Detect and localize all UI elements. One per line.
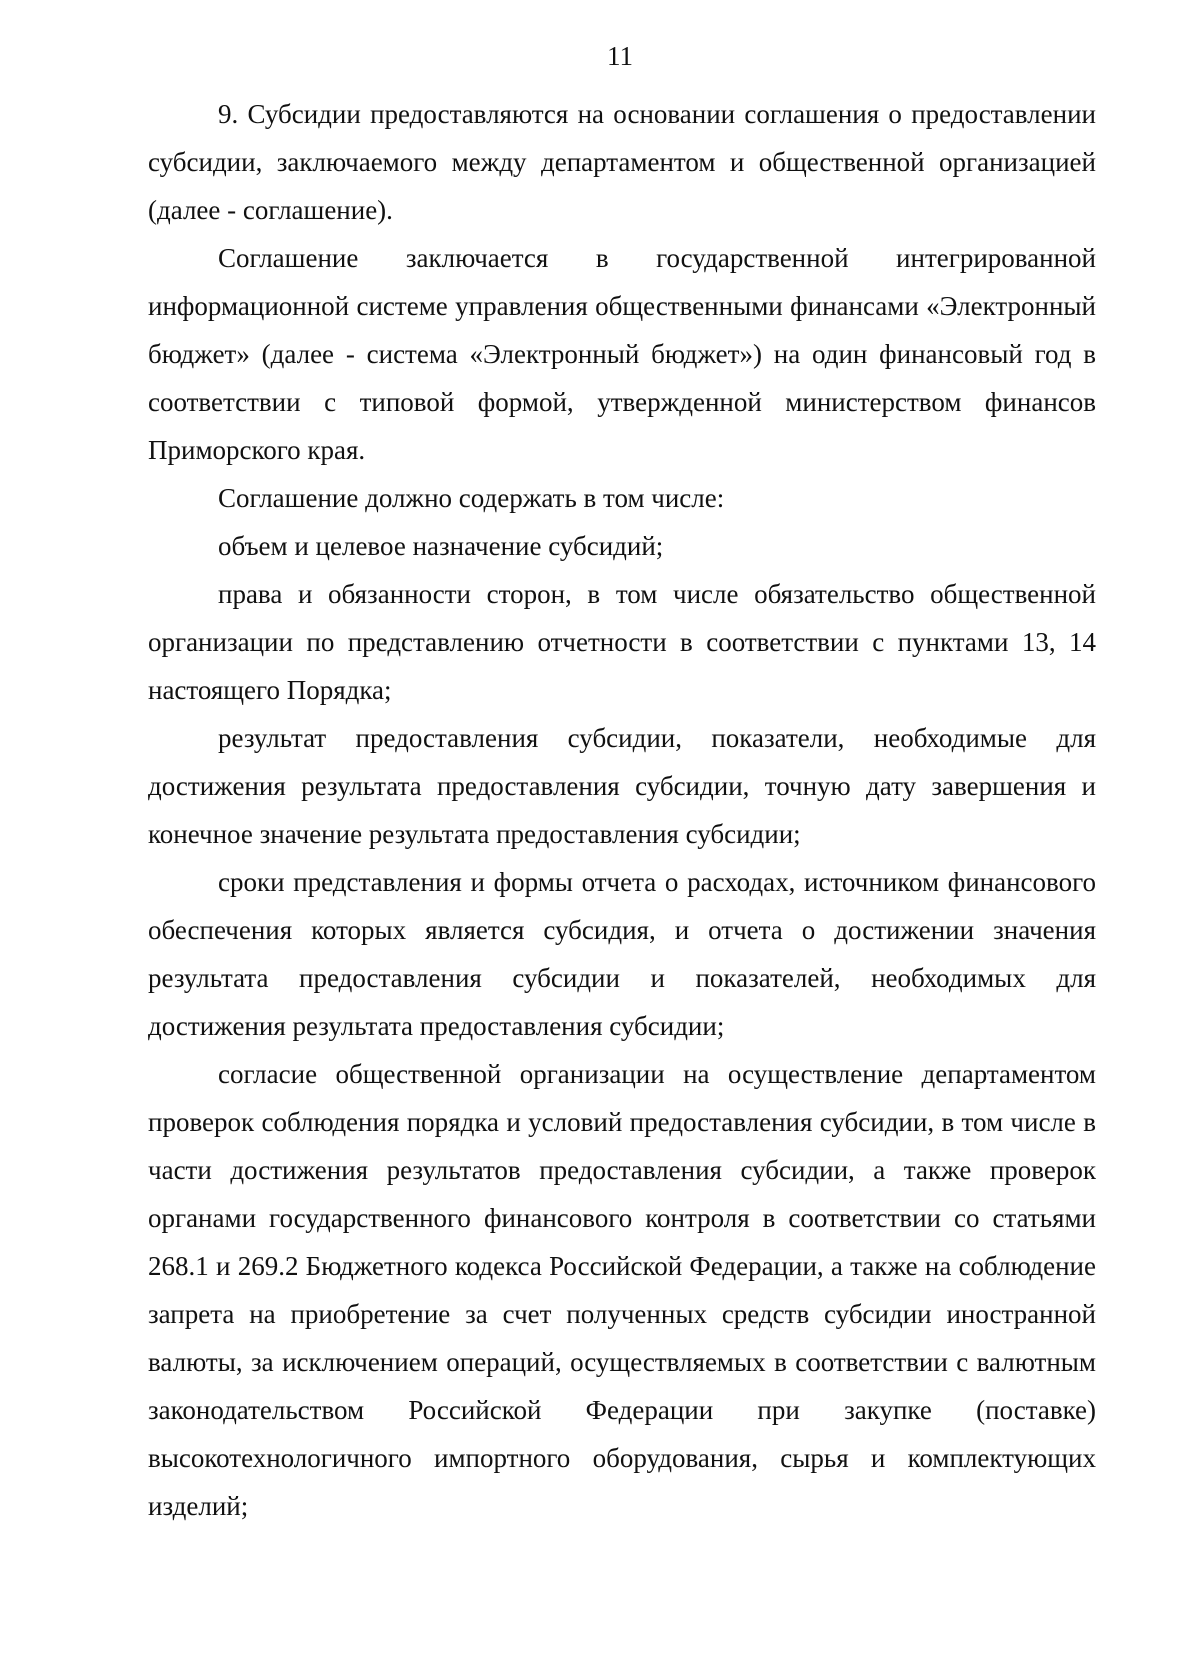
- paragraph-reporting-terms: сроки представления и формы отчета о расходах, источником финансового обеспечения которых является субсидия, и отчета о достижении значения результата предоставления субсидии и показателей, необходимых для достижения результата предоставления субсидии;: [148, 867, 1096, 1041]
- page-number: 11: [607, 41, 633, 71]
- paragraph-9-subsidies: 9. Субсидии предоставляются на основании соглашения о предоставлении субсидии, заключаемого между департаментом и общественной организацией (далее - соглашение).: [148, 99, 1096, 225]
- paragraph-consent-inspections: согласие общественной организации на осуществление департаментом проверок соблюдения порядка и условий предоставления субсидии, в том числе в части достижения результатов предоставления субсидии, а также проверок органами государственного финансового контроля в соответствии со статьями 268.1 и 269.2 Бюджетного кодекса Российской Федерации, а также на соблюдение запрета на приобретение за счет полученных средств субсидии иностранной валюты, за исключением операций, осуществляемых в соответствии с валютным законодательством Российской Федерации при закупке (поставке) высокотехнологичного импортного оборудования, сырья и комплектующих изделий;: [148, 1059, 1096, 1521]
- document-body: [148, 90, 1096, 1530]
- paragraph-agreement-system: Соглашение заключается в государственной интегрированной информационной системе управления общественными финансами «Электронный бюджет» (далее - система «Электронный бюджет») на один финансовый год в соответствии с типовой формой, утвержденной министерством финансов Приморского края.: [148, 243, 1096, 465]
- paragraph-volume-purpose: объем и целевое назначение субсидий;: [218, 531, 664, 561]
- paragraph-agreement-contents: Соглашение должно содержать в том числе:: [218, 483, 725, 513]
- paragraph-rights-obligations: права и обязанности сторон, в том числе обязательство общественной организации по представлению отчетности в соответствии с пунктами 13, 14 настоящего Порядка;: [148, 579, 1096, 705]
- paragraph-result-indicators: результат предоставления субсидии, показатели, необходимые для достижения результата предоставления субсидии, точную дату завершения и конечное значение результата предоставления субсидии;: [148, 723, 1096, 849]
